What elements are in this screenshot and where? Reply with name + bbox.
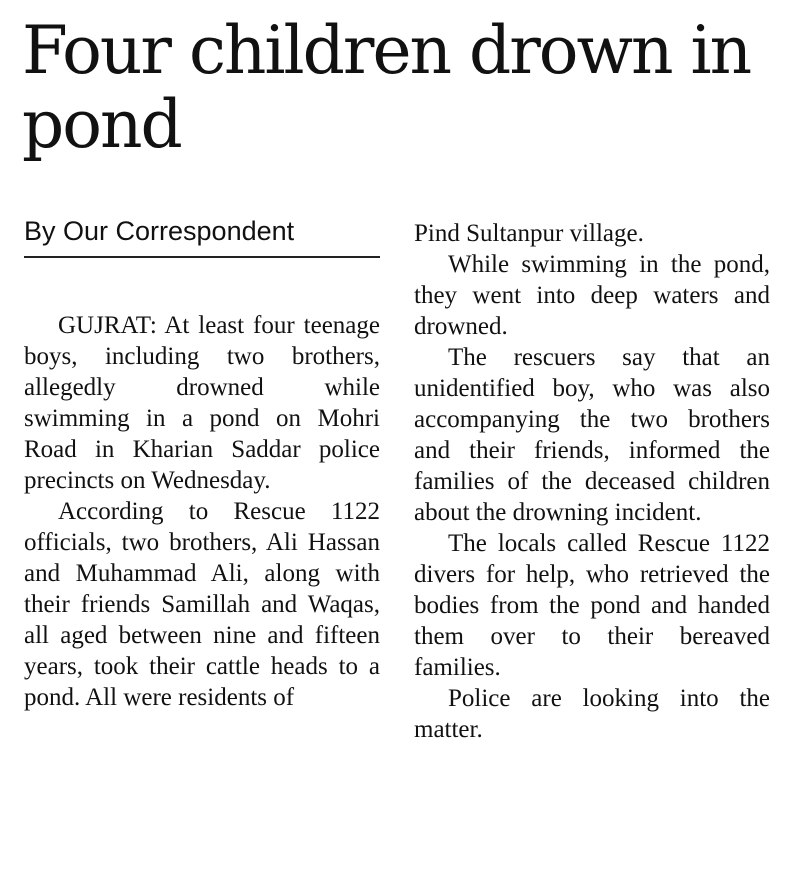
article-column-left (24, 310, 380, 713)
article-paragraph: According to Rescue 1122 officials, two brothers, Ali Hassan and Muhammad Ali, along with their friends Samillah and Waqas, all aged between nine and fifteen years, took their cattle heads to a pond. All were residents of (24, 498, 380, 711)
article-paragraph: While swimming in the pond, they went into deep waters and drowned. (414, 251, 770, 340)
article-column-right (414, 218, 770, 745)
article-paragraph-continued: Pind Sultanpur village. (414, 220, 644, 247)
byline: By Our Correspondent (24, 216, 295, 246)
article-paragraph: The locals called Rescue 1122 divers for help, who retrieved the bodies from the pond and handed them over to their bereaved families. (414, 530, 770, 681)
article-paragraph: GUJRAT: At least four teenage boys, including two brothers, allegedly drowned while swimming in a pond on Mohri Road in Kharian Saddar police precincts on Wednesday. (24, 312, 380, 494)
byline-divider (24, 256, 380, 258)
article-headline: Four children drown in pond (22, 12, 751, 163)
article-paragraph: The rescuers say that an unidentified boy, who was also accompanying the two brothers and their friends, informed the families of the deceased children about the drowning incident. (414, 344, 770, 526)
article-paragraph: Police are looking into the matter. (414, 685, 770, 743)
